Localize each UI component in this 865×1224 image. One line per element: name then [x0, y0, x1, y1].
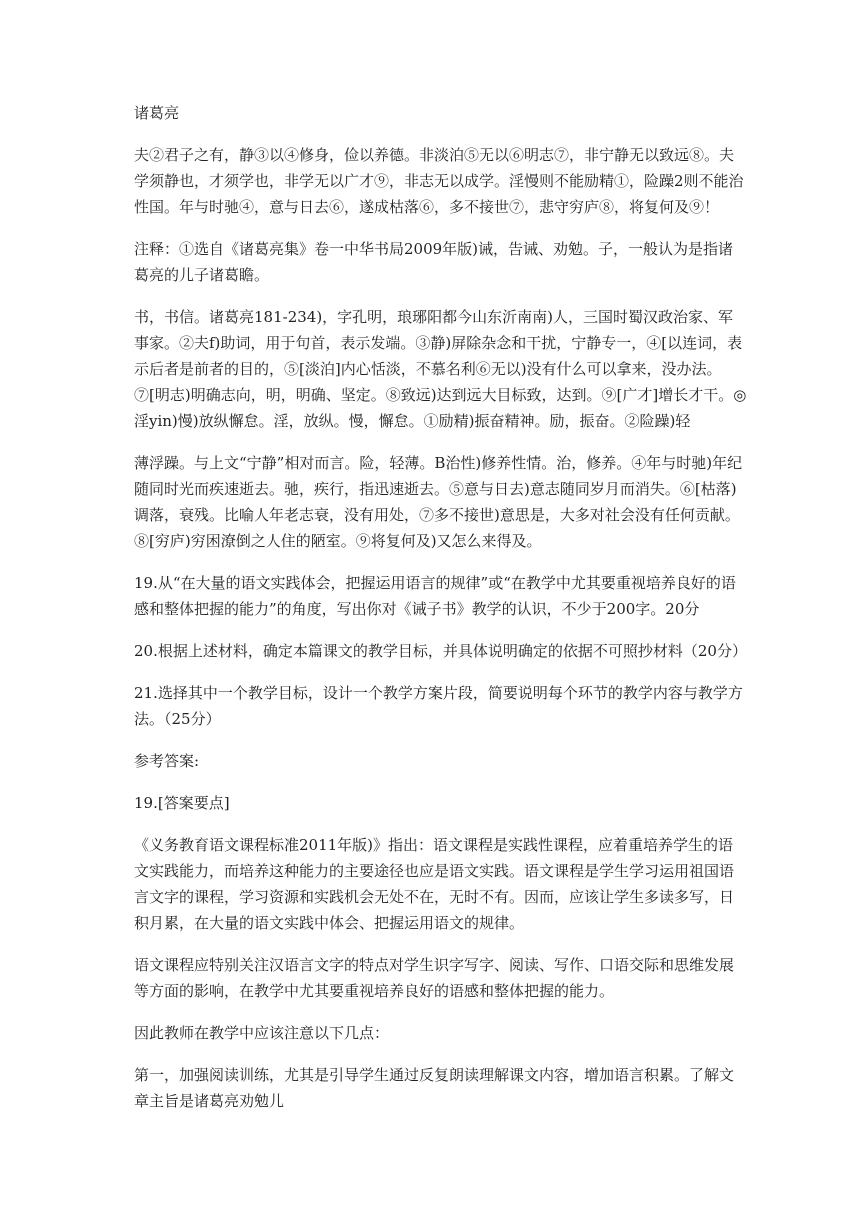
annotation-paragraph: 薄浮躁。与上文“宁静”相对而言。险，轻薄。B治性)修养性情。治，修养。④年与时驰)年纪随同时光而疾速逝去。驰，疾行，指迅速逝去。⑤意与日去)意志随同岁月而消失。⑥[枯落)调落，衰残。比喻人年老志衰，没有用处，⑦多不接世)意思是，大多对社会没有任何贡献。⑧[穷庐)穷困潦倒之人住的陋室。⑨将复何及)又怎么来得及。 — [134, 454, 743, 550]
answer-19-heading: 19.[答案要点] — [134, 794, 230, 812]
document-title: 诸葛亮 — [134, 104, 180, 122]
answer-paragraph: 语文课程应特别关注汉语言文字的特点对学生识字写字、阅读、写作、口语交际和思维发展等方面的影响，在教学中尤其要重视培养良好的语感和整体把握的能力。 — [134, 956, 735, 1000]
answer-paragraph: 第一，加强阅读训练，尤其是引导学生通过反复朗读理解课文内容，增加语言积累。了解文章主旨是诸葛亮劝勉儿 — [134, 1066, 735, 1110]
question-21: 21.选择其中一个教学目标，设计一个教学方案片段，简要说明每个环节的教学内容与教学方法。（25分） — [134, 684, 743, 728]
annotation-paragraph: 注释：①选自《诸葛亮集》卷一中华书局2009年版)诫，告诫、劝勉。子，一般认为是指诸葛亮的儿子诸葛瞻。 — [134, 240, 734, 284]
annotation-paragraph: 书，书信。诸葛亮181-234)，字孔明，琅琊阳都今山东沂南南)人，三国时蜀汉政治家、军事家。②夫f)助词，用于句首，表示发端。③静)屏除杂念和干扰，宁静专一，④[以连词，表示后者是前者的目的，⑤[淡泊]内心恬淡，不慕名利⑥无以)没有什么可以拿来，没办法。⑦[明志)明确志向，明，明确、坚定。⑧致远)达到远大目标致，达到。⑨[广才]增长才干。◎淫yin)慢)放纵懈怠。淫，放纵。慢，懈怠。①励精)振奋精神。励，振奋。②险躁)轻 — [134, 308, 747, 430]
reference-answer-heading: 参考答案: — [134, 752, 200, 770]
answer-paragraph: 因此教师在教学中应该注意以下几点： — [134, 1024, 390, 1042]
answer-paragraph: 《义务教育语文课程标准2011年版)》指出：语文课程是实践性课程，应着重培养学生的语文实践能力，而培养这种能力的主要途径也应是语文实践。语文课程是学生学习运用祖国语言文字的课程，学习资源和实践机会无处不在，无时不有。因而，应该让学生多读多写，日积月累，在大量的语文实践中体会、把握运用语文的规律。 — [134, 836, 735, 932]
question-20: 20.根据上述材料，确定本篇课文的教学目标，并具体说明确定的依据不可照抄材料（20分） — [134, 642, 747, 660]
question-19: 19.从“在大量的语文实践体会，把握运用语言的规律”或“在教学中尤其要重视培养良好的语感和整体把握的能力”的角度，写出你对《诫子书》教学的认识，不少于200字。20分 — [134, 574, 736, 618]
classical-text-paragraph: 夫②君子之有，静③以④修身，俭以养德。非淡泊⑤无以⑥明志⑦，非宁静无以致远⑧。夫学须静也，才须学也，非学无以广才⑨，非志无以成学。淫慢则不能励精①，险躁2则不能治性国。年与时驰④，意与日去⑥，遂成枯落⑥，多不接世⑦，悲守穷庐⑧，将复何及⑨！ — [134, 146, 744, 216]
